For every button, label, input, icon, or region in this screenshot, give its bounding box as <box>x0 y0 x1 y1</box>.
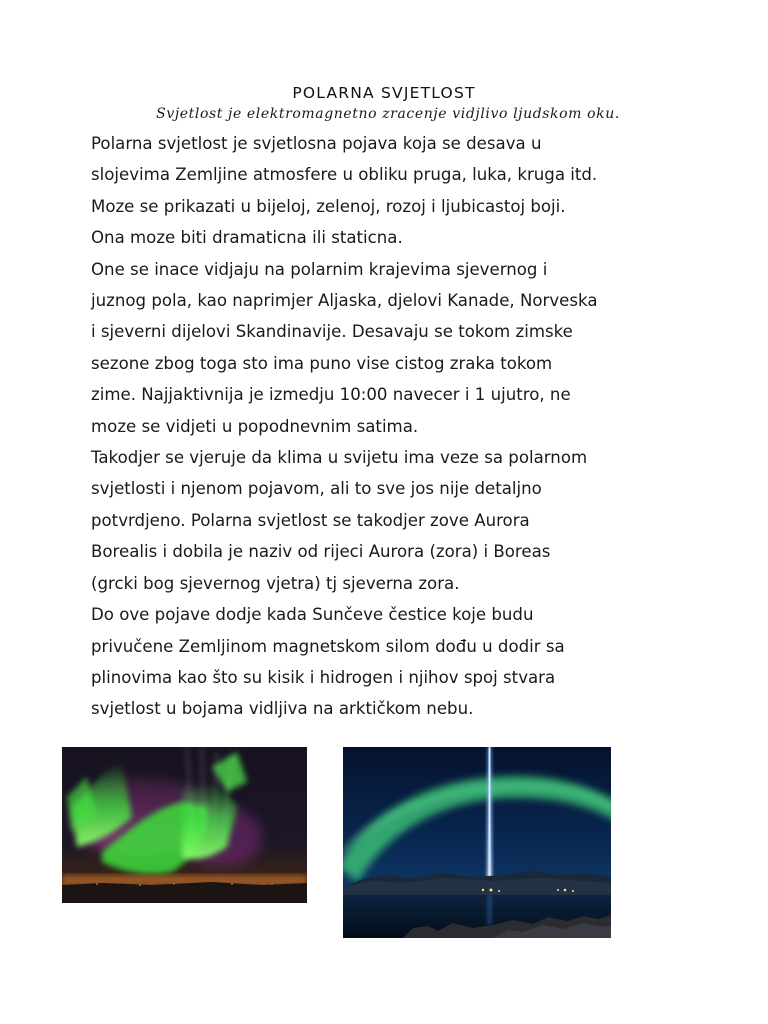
body-line: privučene Zemljinom magnetskom silom dođu u dodir sa <box>91 636 565 656</box>
body-line: (grcki bog sjevernog vjetra) tj sjeverna zora. <box>91 573 460 593</box>
body-line: One se inace vidjaju na polarnim krajevima sjevernog i <box>91 259 548 279</box>
body-line: Moze se prikazati u bijeloj, zelenoj, rozoj i ljubicastoj boji. <box>91 196 566 216</box>
aurora-photo-right <box>343 747 611 938</box>
body-line: plinovima kao što su kisik i hidrogen i njihov spoj stvara <box>91 667 556 687</box>
body-line: i sjeverni dijelovi Skandinavije. Desavaju se tokom zimske <box>91 322 573 342</box>
body-line: moze se vidjeti u popodnevnim satima. <box>91 416 419 436</box>
body-line: slojevima Zemljine atmosfere u obliku pruga, luka, kruga itd. <box>91 165 598 185</box>
body-line: svjetlosti i njenom pojavom, ali to sve jos nije detaljno <box>91 479 542 499</box>
body-line: Do ove pojave dodje kada Sunčeve čestice koje budu <box>91 605 534 625</box>
body-line: Takodjer se vjeruje da klima u svijetu ima veze sa polarnom <box>91 448 588 468</box>
photo1-ground <box>62 882 307 903</box>
body-line: juznog pola, kao naprimjer Aljaska, djelovi Kanade, Norveska <box>91 291 598 311</box>
body-line: potvrdjeno. Polarna svjetlost se takodjer zove Aurora <box>91 510 530 530</box>
aurora-photo-left <box>62 747 307 903</box>
body-line: Ona moze biti dramaticna ili staticna. <box>91 228 403 248</box>
body-line: sezone zbog toga sto ima puno vise cistog zraka tokom <box>91 353 553 373</box>
document-subtitle: Svjetlost je elektromagnetno zracenje vidjlivo ljudskom oku. <box>156 106 620 122</box>
document-body <box>91 128 691 725</box>
body-line: zime. Najjaktivnija je izmedju 10:00 navecer i 1 ujutro, ne <box>91 385 571 405</box>
body-line: Polarna svjetlost je svjetlosna pojava koja se desava u <box>91 134 542 153</box>
body-line: Borealis i dobila je naziv od rijeci Aurora (zora) i Boreas <box>91 542 551 562</box>
document-title: POLARNA SVJETLOST <box>292 84 476 102</box>
body-line: svjetlost u bojama vidljiva na arktičkom nebu. <box>91 699 474 719</box>
